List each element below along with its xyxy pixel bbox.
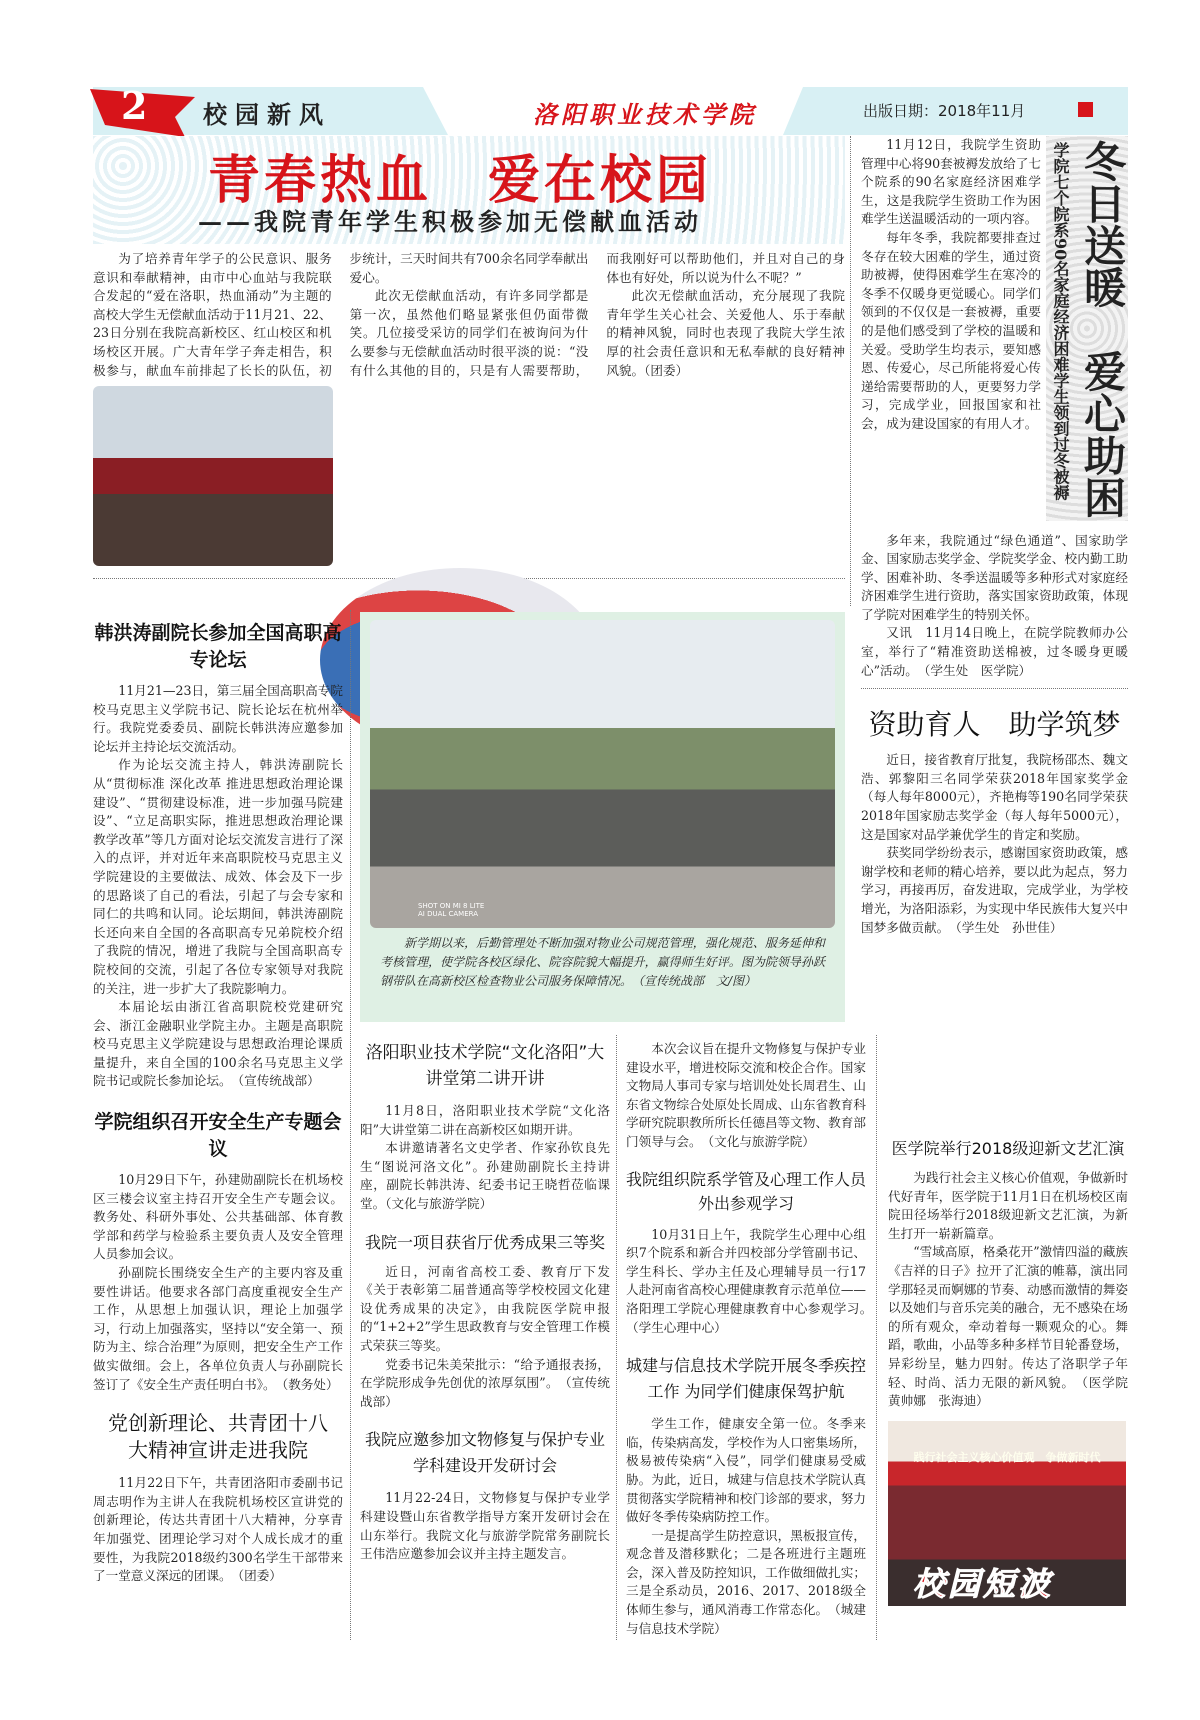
- award-title: 我院一项目获省厅优秀成果三等奖: [364, 1232, 605, 1252]
- paragraph: 获奖同学纷纷表示，感谢国家资助政策，感谢学校和老师的精心培养，要以此为起点，努力学习，再接再厉，奋发进取，完成学业，为学校增光，为洛阳添彩，为实现中华民族伟大复兴中国梦多做贡献。 （学生处 孙世佳）: [861, 845, 1128, 935]
- aid-title: 资助育人 助学筑梦: [868, 708, 1121, 742]
- paragraph: 党委书记朱美荣批示：“给予通报表扬，在学院形成争先创优的浓厚氛围”。 （宣传统战部）: [360, 1356, 610, 1409]
- psych-title: 我院组织院系学管及心理工作人员外出参观学习: [626, 1169, 867, 1213]
- lead-title-block: [93, 136, 845, 244]
- forum-title: 韩洪涛副院长参加全国高职高专论坛: [94, 622, 342, 671]
- culture-title: 洛阳职业技术学院“文化洛阳”大讲堂第二讲开讲: [365, 1043, 605, 1089]
- party-title: 党创新理论、共青团十八大精神宣讲走进我院: [108, 1411, 328, 1463]
- flu-title: 城建与信息技术学院开展冬季疾控工作 为同学们健康保驾护航: [626, 1356, 867, 1402]
- paragraph: 作为论坛交流主持人，韩洪涛副院长从“贯彻标准 深化改革 推进思想政治理论课建设”、“贯彻建设标准，进一步加强马院建设”、“立足高职实际，推进思想政治理论课教学改革”等几方面对论坛交流发言进行了深入的点评，并对近年来高职院校马克思主义学院建设的主要做法、成效、体会及下一步的思路谈了自己的看法，引起了与会专家和同仁的共鸣和认同。论坛期间，韩洪涛副院长还向来自全国的各高职高专兄弟院校介绍了我院的情况，增进了我院与全国高职高专院校间的交流，引起了各位专家领导对我院的关注，进一步扩大了我院影响力。: [93, 757, 343, 996]
- lead-article: [93, 136, 845, 579]
- lead-photo-row: [93, 386, 845, 572]
- paragraph: 一是提高学生防控意识，黑板报宣传，观念普及潜移默化；二是各班进行主题班会，深入普及防控知识，工作做细做扎实；三是全系动员，2016、2017、2018级全体师生参与，通风消毒工作常态化。 （城建与信息技术学院）: [626, 1527, 866, 1636]
- arts-title: 医学院举行2018级迎新文艺汇演: [891, 1139, 1125, 1158]
- culture-article-body: [360, 1102, 610, 1214]
- column-divider: [850, 136, 851, 606]
- paragraph: 为了培养青年学子的公民意识、服务意识和奉献精神，由市中心血站与我院联合发起的“爱在洛职，热血涌动”为主题的高校大学生无偿献血活动于11月21、22、23日分别在我院高新校区、红山校区和机场校区开展。广大青年学子奔走相告，积极参与，献血车前排起了长长的队伍，初步统计，三天时间共有700余名同学奉献出爱心。: [93, 251, 589, 378]
- lead-article-body: [93, 250, 845, 380]
- blood-bus-photo: [93, 386, 333, 566]
- paragraph: 10月29日下午，孙建勋副院长在机场校区三楼会议室主持召开安全生产专题会议。教务处、科研外事处、公共基础部、体育教学部和药学与检验系主要负责人及安全管理人员参加会议。: [93, 1172, 343, 1262]
- winter-article-body-bottom: [861, 532, 1128, 681]
- paragraph: 10月31日上午，我院学生心理中心组织7个院系和新合并四校部分学管副书记、学生科长、学办主任及心理辅导员一行17人赴河南省高校心理健康教育示范单位——洛阳理工学院心理健康教育中心参观学习。 （学生心理中心）: [626, 1226, 879, 1335]
- paragraph: “雪域高原，格桑花开”激情四溢的藏族《吉祥的日子》拉开了汇演的帷幕，演出同学那轻灵而婀娜的节奏、动感而激情的舞姿以及她们与音乐完美的融合，无不感染在场的所有观众，牵动着每一颗观众的心。舞蹈，歌曲，小品等多种多样节目轮番登场，异彩纷呈，魅力四射。传达了洛职学子年轻、时尚、活力无限的新风貌。 （医学院 黄帅娜 张海迪）: [888, 1244, 1141, 1409]
- column-4: [888, 1136, 1141, 1606]
- paragraph: 本讲邀请著名文史学者、作家孙钦良先生“图说河洛文化”。孙建勋副院长主持讲座，副院长韩洪涛、纪委书记王晓哲莅临课堂。（文化与旅游学院）: [360, 1140, 610, 1211]
- winter-subtitle: 学院七个院系90名家庭经济困难学生领到过冬被褥: [1051, 142, 1070, 501]
- winter-title: 冬日送暖 爱心助困: [1078, 140, 1127, 518]
- award-article-body: [360, 1263, 610, 1412]
- safety-article-body: [93, 1171, 343, 1394]
- right-column: [861, 136, 1128, 937]
- paragraph: 11月22-24日，文物修复与保护专业学科建设暨山东省教学指导方案开发研讨会在山东举行。我院文化与旅游学院常务副院长王伟浩应邀参加会议并主持主题发言。: [360, 1490, 610, 1562]
- publish-date: 出版日期：2018年11月: [863, 102, 1026, 120]
- page-number: 2: [121, 83, 148, 128]
- inspection-photo: [370, 620, 835, 928]
- relic-article-continued: [626, 1040, 866, 1152]
- paragraph: 每年冬季，我院都要排查过冬存在较大困难的学生，通过资助被褥，使得困难学生在寒冷的冬季不仅暖身更觉暖心。同学们领到的不仅仅是一套被褥，重要的是他们感受到了学校的温暖和关爱。受助学生均表示，要知感恩、传爱心，尽己所能将爱心传递给需要帮助的人，更要努力学习，完成学业，回报国家和社会，成为建设国家的有用人才。: [861, 229, 1041, 431]
- column-title: 校园短波: [913, 1564, 1054, 1603]
- relic-article-body: [360, 1489, 610, 1563]
- paper-name: 洛阳职业技术学院: [533, 100, 757, 129]
- left-column: [93, 618, 343, 1586]
- paragraph: 近日，河南省高校工委、教育厅下发《关于表彰第二届普通高等学校校园文化建设优秀成果的决定》，由我院医学院申报的“1+2+2”学生思政教育与安全管理工作模式荣获三等奖。: [360, 1263, 610, 1353]
- inspection-photo-box: [360, 612, 845, 1022]
- column-divider: [876, 1035, 877, 1640]
- caption-text: 新学期以来，后勤管理处不断加强对物业公司规范管理，强化规范、服务延伸和考核管理，使学院各校区绿化、院容院貌大幅提升，赢得师生好评。图为院领导孙跃钢带队在高新校区检查物业公司服务保障情况。 （宣传统战部 文/图）: [380, 936, 825, 988]
- column-divider: [616, 1035, 617, 1640]
- paragraph: 孙副院长围绕安全生产的主要内容及重要性讲话。他要求各部门高度重视安全生产工作，从思想上加强认识，理论上加强学习，行动上加强落实，坚持以“安全第一、预防为主、综合治理”为原则，把安全生产工作做实做细。会上，各单位负责人与孙副院长签订了《安全生产责任明白书》。 （教务处）: [93, 1265, 343, 1392]
- section-name: 校园新风: [203, 100, 331, 129]
- square-marker-icon: [1078, 102, 1093, 117]
- art-show-photo: [888, 1421, 1126, 1606]
- aid-article-body: [861, 751, 1128, 937]
- paragraph: 11月12日，我院学生资助管理中心将90套被褥发放给了七个院系的90名家庭经济困难学生，这是我院学生资助工作为困难学生送温暖活动的一项内容。: [861, 137, 1041, 227]
- psych-article-body: [626, 1226, 879, 1338]
- safety-title: 学院组织召开安全生产专题会议: [94, 1111, 342, 1161]
- winter-article-body-top: [861, 136, 1041, 434]
- paragraph: 11月8日，洛阳职业技术学院“文化洛阳”大讲堂第二讲在高新校区如期开讲。: [360, 1103, 610, 1137]
- party-article-body: [93, 1474, 343, 1586]
- photo-caption: [380, 934, 825, 991]
- paragraph: 此次无偿献血活动，有许多同学都是第一次，虽然他们略显紧张但仍面带微笑。几位接受采访的同学们在被询问为什么要参与无偿献血活动时很平淡的说：“没有什么其他的目的，只是有人需要帮助，而我刚好可以帮助他们，并且对自己的身体也有好处，所以说为什么不呢？”: [349, 251, 845, 378]
- paragraph: 此次无偿献血活动，充分展现了我院青年学生关心社会、关爱他人、乐于奉献的精神风貌，同时也表现了我院大学生浓厚的社会责任意识和无私奉献的良好精神风貌。（团委）: [606, 288, 845, 378]
- section-divider: [861, 688, 1128, 689]
- paragraph: 为践行社会主义核心价值观，争做新时代好青年，医学院于11月1日在机场校区南院田径场举行2018级迎新文艺汇演，为新生打开一崭新篇章。: [888, 1170, 1128, 1241]
- column-2: [360, 1040, 610, 1564]
- paragraph: 11月21—23日，第三届全国高职高专院校马克思主义学院书记、院长论坛在杭州举行。我院党委委员、副院长韩洪涛应邀参加论坛并主持论坛交流活动。: [93, 683, 343, 754]
- paragraph: 本届论坛由浙江省高职院校党建研究会、浙江金融职业学院主办。主题是高职院校马克思主义学院建设与思想政治理论课质量提升，来自全国的100余名马克思主义学院书记或院长参加论坛。 （宣传统战部）: [93, 999, 343, 1089]
- lead-title: 青春热血 爱在校园: [208, 151, 713, 211]
- relic-title: 我院应邀参加文物修复与保护专业学科建设开发研讨会: [364, 1430, 605, 1476]
- paragraph: 本次会议旨在提升文物修复与保护专业建设水平，增进校际交流和校企合作。国家文物局人事司专家与培训处处长周君生、山东省文物综合处原处长周成、山东省教育科学研究院职教所所长任德昌等文物、教育部门领导与会。 （文化与旅游学院）: [626, 1041, 866, 1149]
- paragraph: 近日，接省教育厅批复，我院杨邵杰、魏文浩、郭黎阳三名同学荣获2018年国家奖学金（每人每年8000元），齐艳梅等190名同学荣获2018年国家励志奖学金（每人每年5000元），这是国家对品学兼优学生的肯定和奖励。: [861, 752, 1128, 842]
- camera-watermark: SHOT ON MI 8 LITE AI DUAL CAMERA: [418, 902, 485, 918]
- paragraph: 又讯 11月14日晚上，在院学院教师办公室，举行了“精准资助送棉被，过冬暖身更暖心”活动。 （学生处 医学院）: [861, 625, 1128, 678]
- column-3: [626, 1040, 879, 1638]
- forum-article-body: [93, 682, 343, 1091]
- stage-banner: 践行社会主义核心价值观 争做新时代: [913, 1450, 1101, 1464]
- page-header: [93, 83, 1128, 135]
- paragraph: 多年来，我院通过“绿色通道”、国家助学金、国家励志奖学金、学院奖学金、校内勤工助学、困难补助、冬季送温暖等多种形式对家庭经济困难学生进行资助，落实国家资助政策，体现了学院对困难学生的特别关怀。: [861, 532, 1128, 622]
- column-divider: [350, 610, 351, 1640]
- flu-article-body: [626, 1415, 866, 1638]
- lead-subtitle: ——我院青年学生积极参加无偿献血活动: [198, 207, 702, 236]
- paragraph: 11月22日下午，共青团洛阳市委副书记周志明作为主讲人在我院机场校区宣讲党的创新理论，传达共青团十八大精神，分享青年加强党、团理论学习对个人成长成才的重要性，为我院2018级约300名学生干部带来了一堂意义深远的团课。 （团委）: [93, 1475, 343, 1584]
- arts-article-body: [888, 1169, 1141, 1411]
- paragraph: 学生工作，健康安全第一位。冬季来临，传染病高发，学校作为人口密集场所，极易被传染病“入侵”，同学们健康易受威胁。为此，近日，城建与信息技术学院认真贯彻落实学院精神和校门诊部的要求，努力做好冬季传染病防控工作。: [626, 1416, 866, 1525]
